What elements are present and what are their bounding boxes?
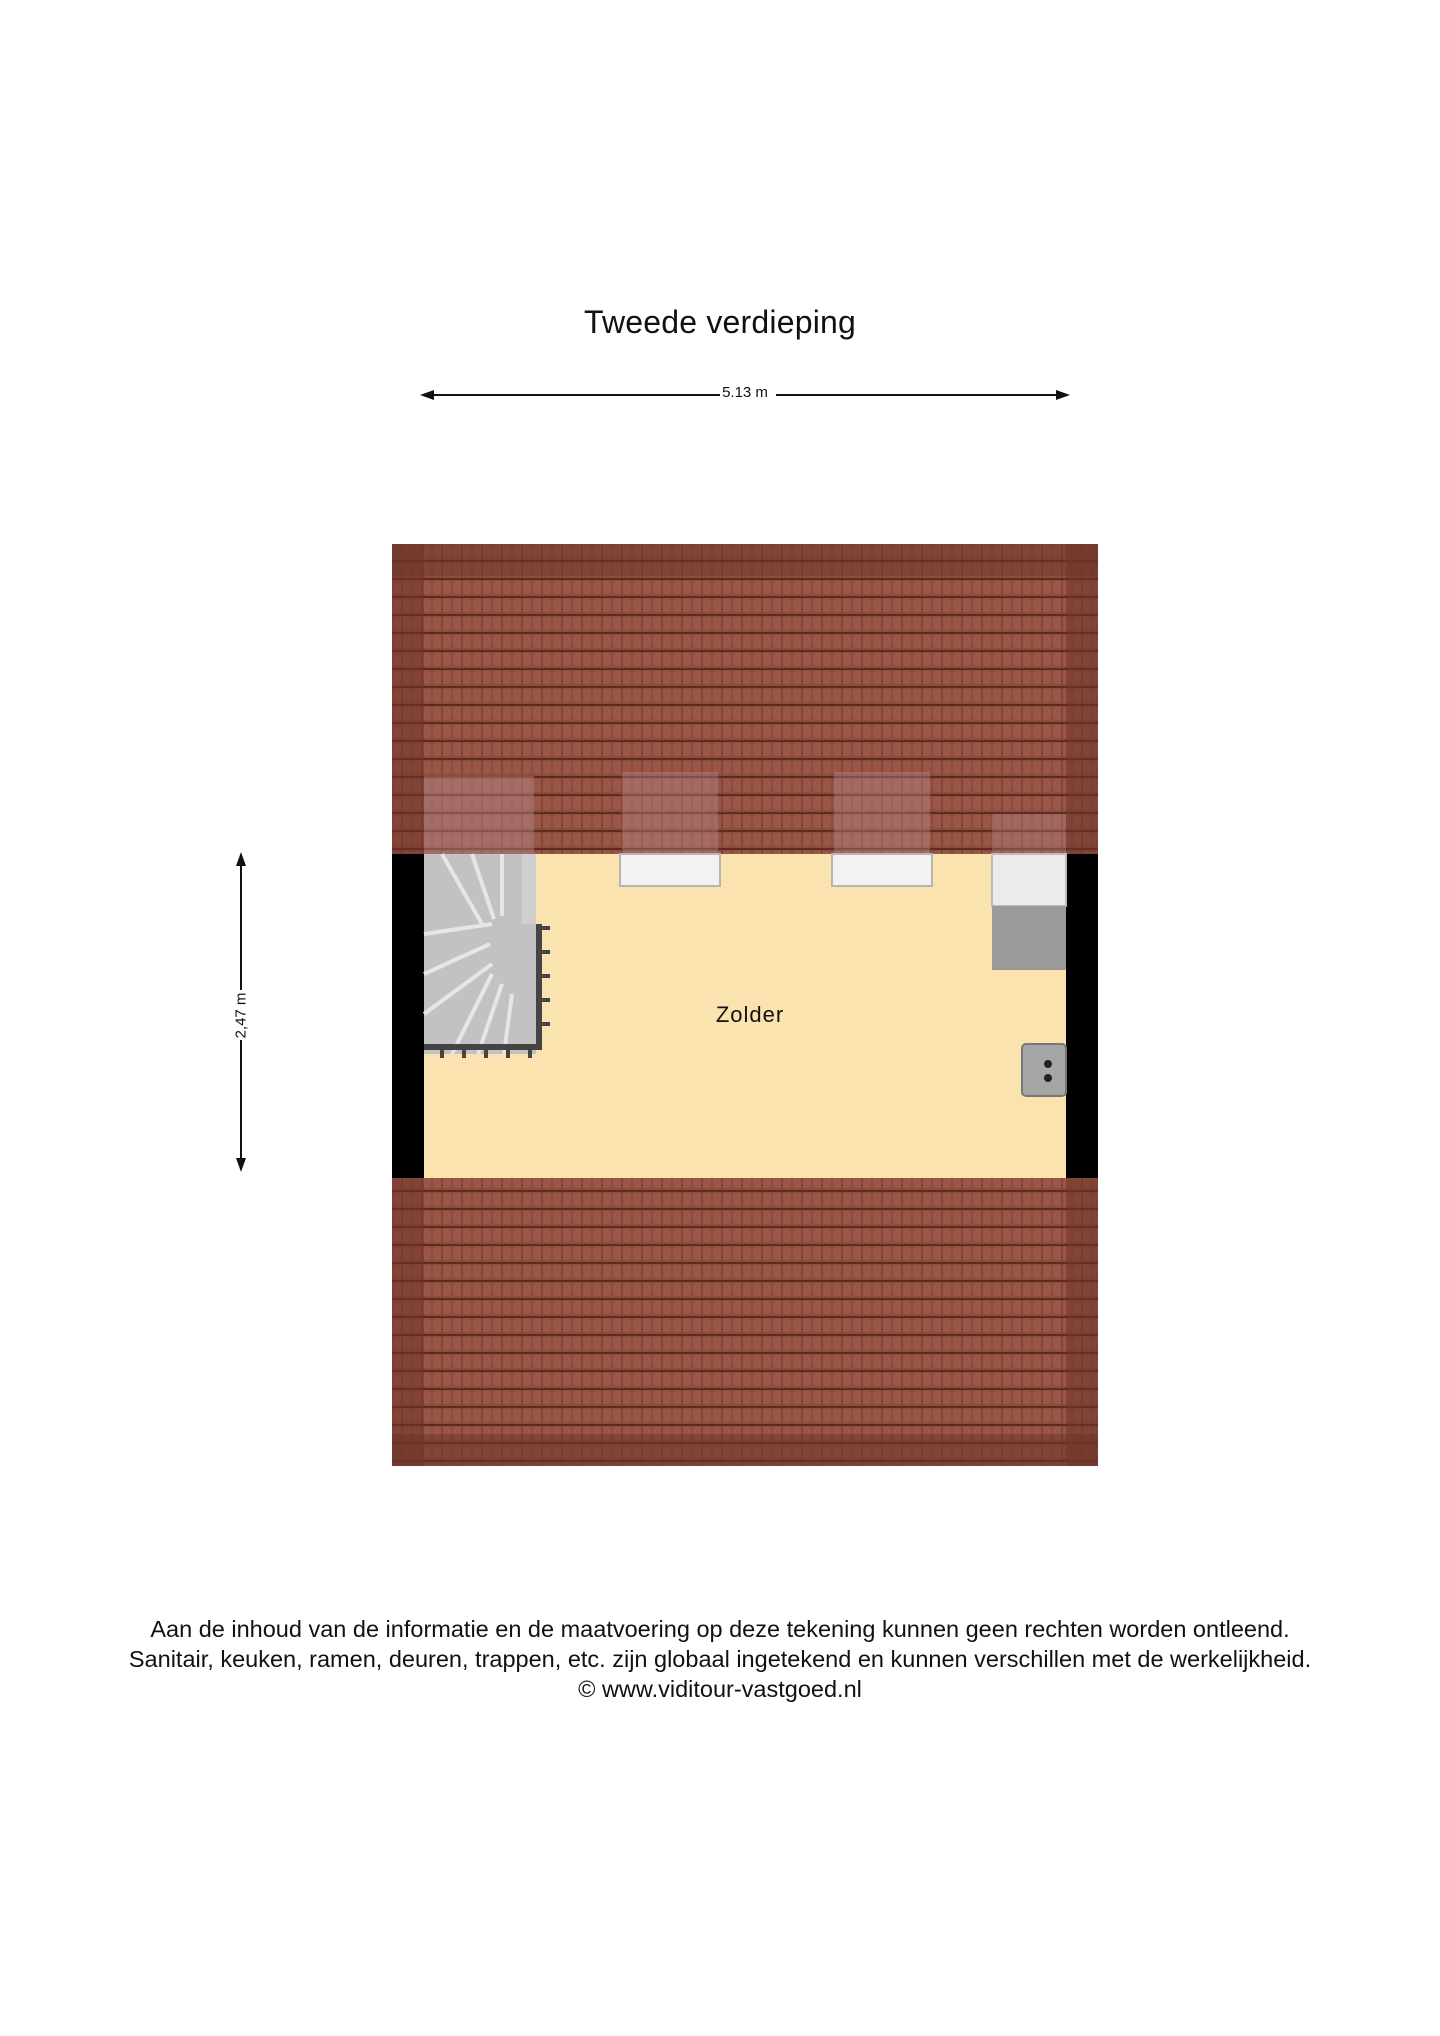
width-dimension-label: 5.13 m xyxy=(722,384,768,401)
window-2 xyxy=(832,854,932,886)
cabinet xyxy=(992,854,1066,970)
window-1 xyxy=(620,854,720,886)
room-label-zolder: Zolder xyxy=(715,1002,785,1027)
roof-top xyxy=(392,544,1098,854)
staircase xyxy=(424,854,550,1058)
boiler xyxy=(1022,1044,1066,1096)
arrow-down-icon xyxy=(236,1158,246,1172)
disclaimer-line-2: Sanitair, keuken, ramen, deuren, trappen, etc. zijn globaal ingetekend en kunnen verschillen met de werkelijkheid. xyxy=(128,1646,1312,1672)
arrow-up-icon xyxy=(236,852,246,866)
roof-bottom xyxy=(392,1178,1098,1466)
disclaimer-line-3: © www.viditour-vastgoed.nl xyxy=(578,1676,862,1702)
disclaimer-line-1: Aan de inhoud van de informatie en de maatvoering op deze tekening kunnen geen rechten worden ontleend. xyxy=(150,1616,1290,1642)
disclaimer xyxy=(0,1614,1440,1704)
floor-title: Tweede verdieping xyxy=(583,304,857,340)
depth-dimension-label: 2,47 m xyxy=(232,992,250,1038)
